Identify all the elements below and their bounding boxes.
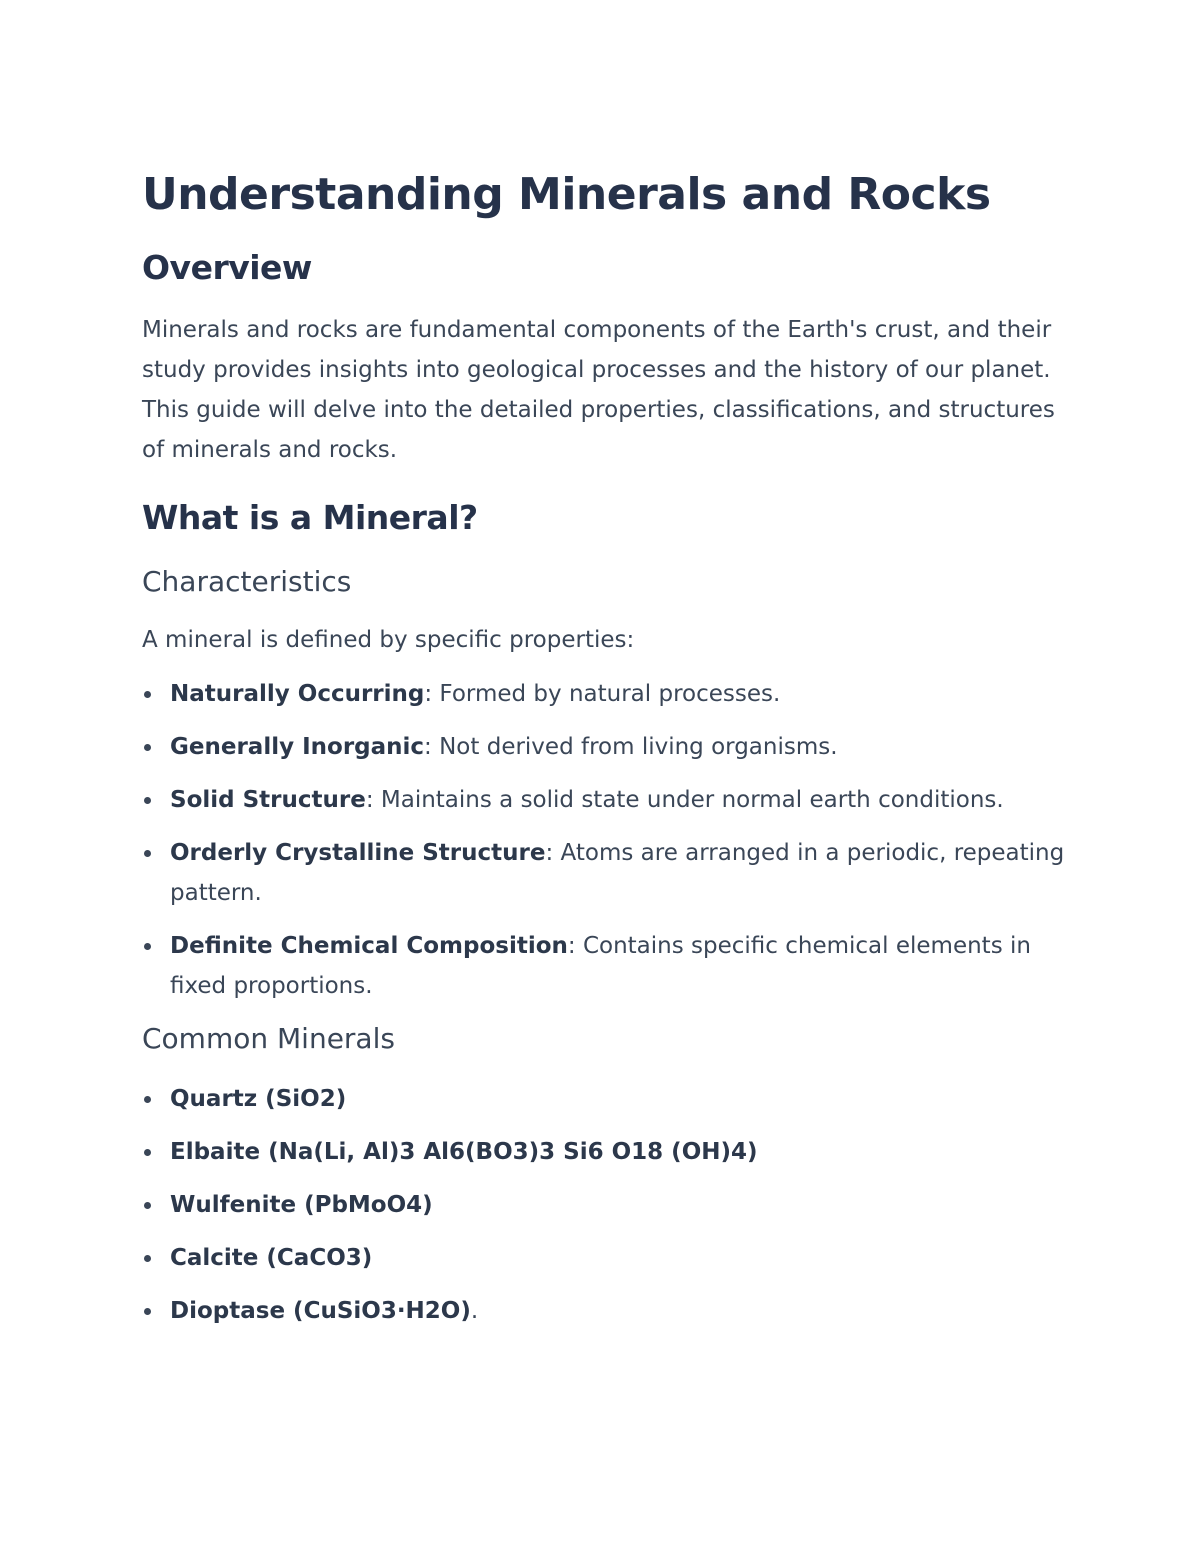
common-minerals-list xyxy=(142,1079,1072,1331)
item-description: : Maintains a solid state under normal earth conditions. xyxy=(365,787,1004,813)
mineral-name: Dioptase (CuSiO3·H2O) xyxy=(170,1298,471,1324)
mineral-name: Calcite (CaCO3) xyxy=(170,1245,373,1271)
mineral-name: Elbaite (Na(Li, Al)3 Al6(BO3)3 Si6 O18 (OH)4) xyxy=(170,1139,758,1165)
item-term: Solid Structure xyxy=(170,787,366,813)
item-description: : Atoms are arranged in a periodic, repeating pattern. xyxy=(170,840,1065,906)
overview-heading: Overview xyxy=(142,248,312,287)
item-term: Generally Inorganic xyxy=(170,734,425,760)
overview-paragraph: Minerals and rocks are fundamental components of the Earth's crust, and their study provides insights into geological processes and the history of our planet. This guide will delve into the detailed properties, classifications, and structures of minerals and rocks. xyxy=(142,317,1055,463)
characteristics-heading: Characteristics xyxy=(142,565,352,598)
list-item xyxy=(142,1132,1072,1172)
document-title: Understanding Minerals and Rocks xyxy=(142,169,991,220)
item-description: : Formed by natural processes. xyxy=(424,681,781,707)
list-item xyxy=(142,1291,1072,1331)
list-item xyxy=(142,833,1072,913)
list-item xyxy=(142,727,1072,767)
list-item xyxy=(142,926,1072,1006)
item-term: Definite Chemical Composition xyxy=(170,933,568,959)
document-page xyxy=(142,163,1072,1344)
mineral-name: Wulfenite (PbMoO4) xyxy=(170,1192,433,1218)
item-description: : Contains specific chemical elements in fixed proportions. xyxy=(170,933,1031,999)
item-description: : Not derived from living organisms. xyxy=(424,734,838,760)
characteristics-list xyxy=(142,674,1072,1006)
list-item xyxy=(142,1238,1072,1278)
list-item xyxy=(142,1185,1072,1225)
item-term: Naturally Occurring xyxy=(170,681,425,707)
list-item xyxy=(142,674,1072,714)
item-suffix: . xyxy=(470,1298,479,1324)
list-item xyxy=(142,780,1072,820)
common-minerals-heading: Common Minerals xyxy=(142,1022,395,1055)
item-term: Orderly Crystalline Structure xyxy=(170,840,546,866)
mineral-name: Quartz (SiO2) xyxy=(170,1086,347,1112)
characteristics-intro: A mineral is defined by specific properties: xyxy=(142,627,635,653)
mineral-heading: What is a Mineral? xyxy=(142,498,478,537)
list-item xyxy=(142,1079,1072,1119)
